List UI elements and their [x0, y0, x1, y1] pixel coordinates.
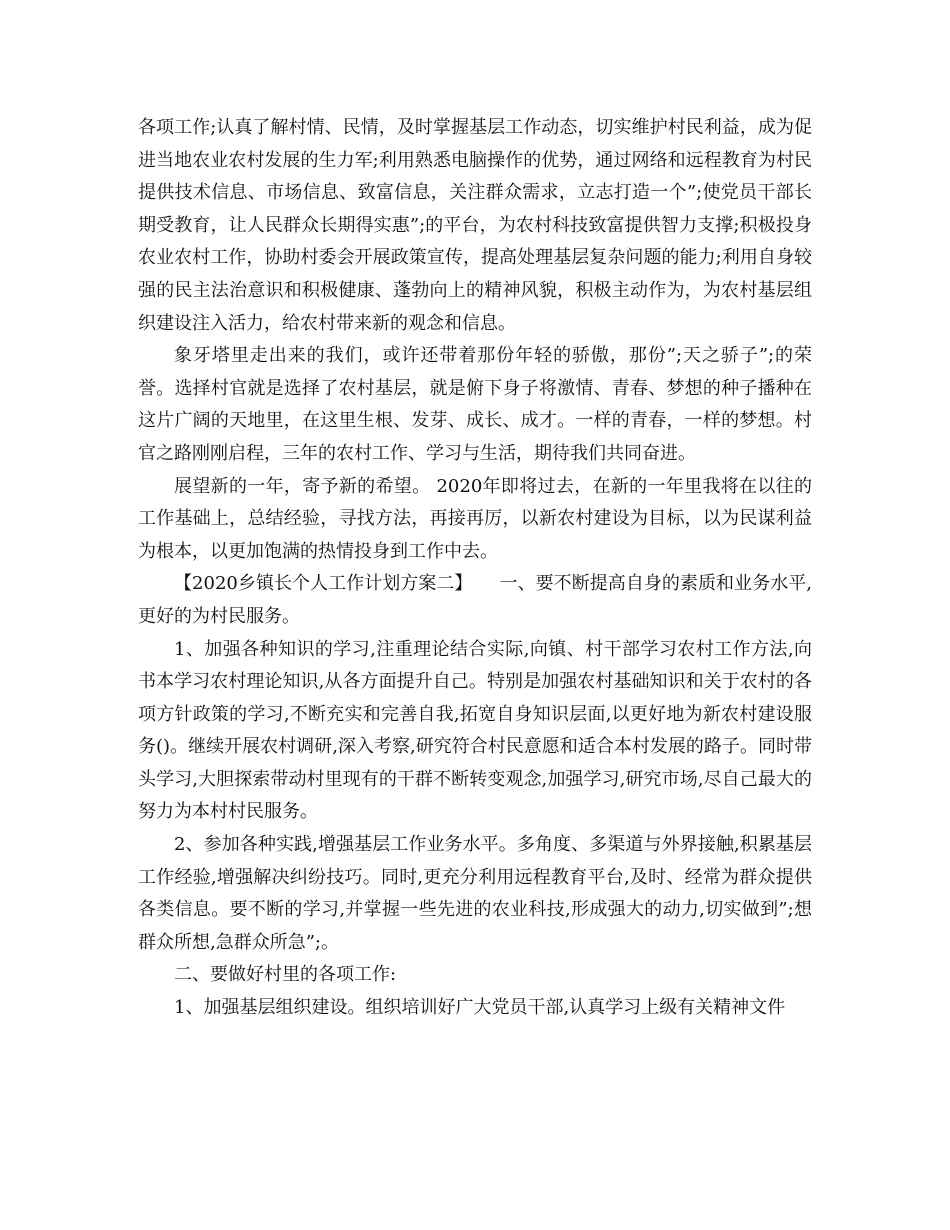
paragraph-section-two-heading: 二、要做好村里的各项工作: — [174, 964, 397, 986]
paragraph-item-1-organization: 1、加强基层组织建设。组织培训好广大党员干部,认真学习上级有关精神文件 — [174, 997, 786, 1019]
paragraph-plan-two-heading: 【2020乡镇长个人工作计划方案二】 一、要不断提高自身的素质和业务水平,更好的为村民服务。 — [138, 573, 812, 627]
paragraph-continuation: 各项工作;认真了解村情、民情，及时掌握基层工作动态，切实维护村民利益，成为促进当地农业农村发展的生力军;利用熟悉电脑操作的优势，通过网络和远程教育为村民提供技术信息、市场信息、致富信息，关注群众需求，立志打造一个”;使党员干部长期受教育，让人民群众长期得实惠”;的平台，为农村科技致富提供智力支撑;积极投身农业农村工作，协助村委会开展政策宣传，提高处理基层复杂问题的能力;利用自身较强的民主法治意识和积极健康、蓬勃向上的精神风貌，积极主动作为，为农村基层组织建设注入活力，给农村带来新的观念和信息。 — [138, 117, 812, 334]
paragraph-item-2-practice: 2、参加各种实践,增强基层工作业务水平。多角度、多渠道与外界接触,积累基层工作经验,增强解决纠纷技巧。同时,更充分利用远程教育平台,及时、经常为群众提供各类信息。要不断的学习,并掌握一些先进的农业科技,形成强大的动力,切实做到”;想群众所想,急群众所急”;。 — [138, 834, 812, 953]
paragraph-ivory-tower: 象牙塔里走出来的我们，或许还带着那份年轻的骄傲，那份”;天之骄子”;的荣誉。选择村官就是选择了农村基层，就是俯下身子将激情、青春、梦想的种子播种在这片广阔的天地里，在这里生根、发芽、成长、成才。一样的青春，一样的梦想。村官之路刚刚启程，三年的农村工作、学习与生活，期待我们共同奋进。 — [138, 345, 812, 464]
document-page — [138, 112, 812, 1025]
paragraph-outlook: 展望新的一年，寄予新的希望。 2020年即将过去，在新的一年里我将在以往的工作基础上，总结经验，寻找方法，再接再厉，以新农村建设为目标，以为民谋利益为根本，以更加饱满的热情投身到工作中去。 — [138, 475, 812, 562]
paragraph-item-1-study: 1、加强各种知识的学习,注重理论结合实际,向镇、村干部学习农村工作方法,向书本学习农村理论知识,从各方面提升自己。特别是加强农村基础知识和关于农村的各项方针政策的学习,不断充实和完善自我,拓宽自身知识层面,以更好地为新农村建设服务()。继续开展农村调研,深入考察,研究符合村民意愿和适合本村发展的路子。同时带头学习,大胆探索带动村里现有的干群不断转变观念,加强学习,研究市场,尽自己最大的努力为本村村民服务。 — [138, 638, 812, 823]
